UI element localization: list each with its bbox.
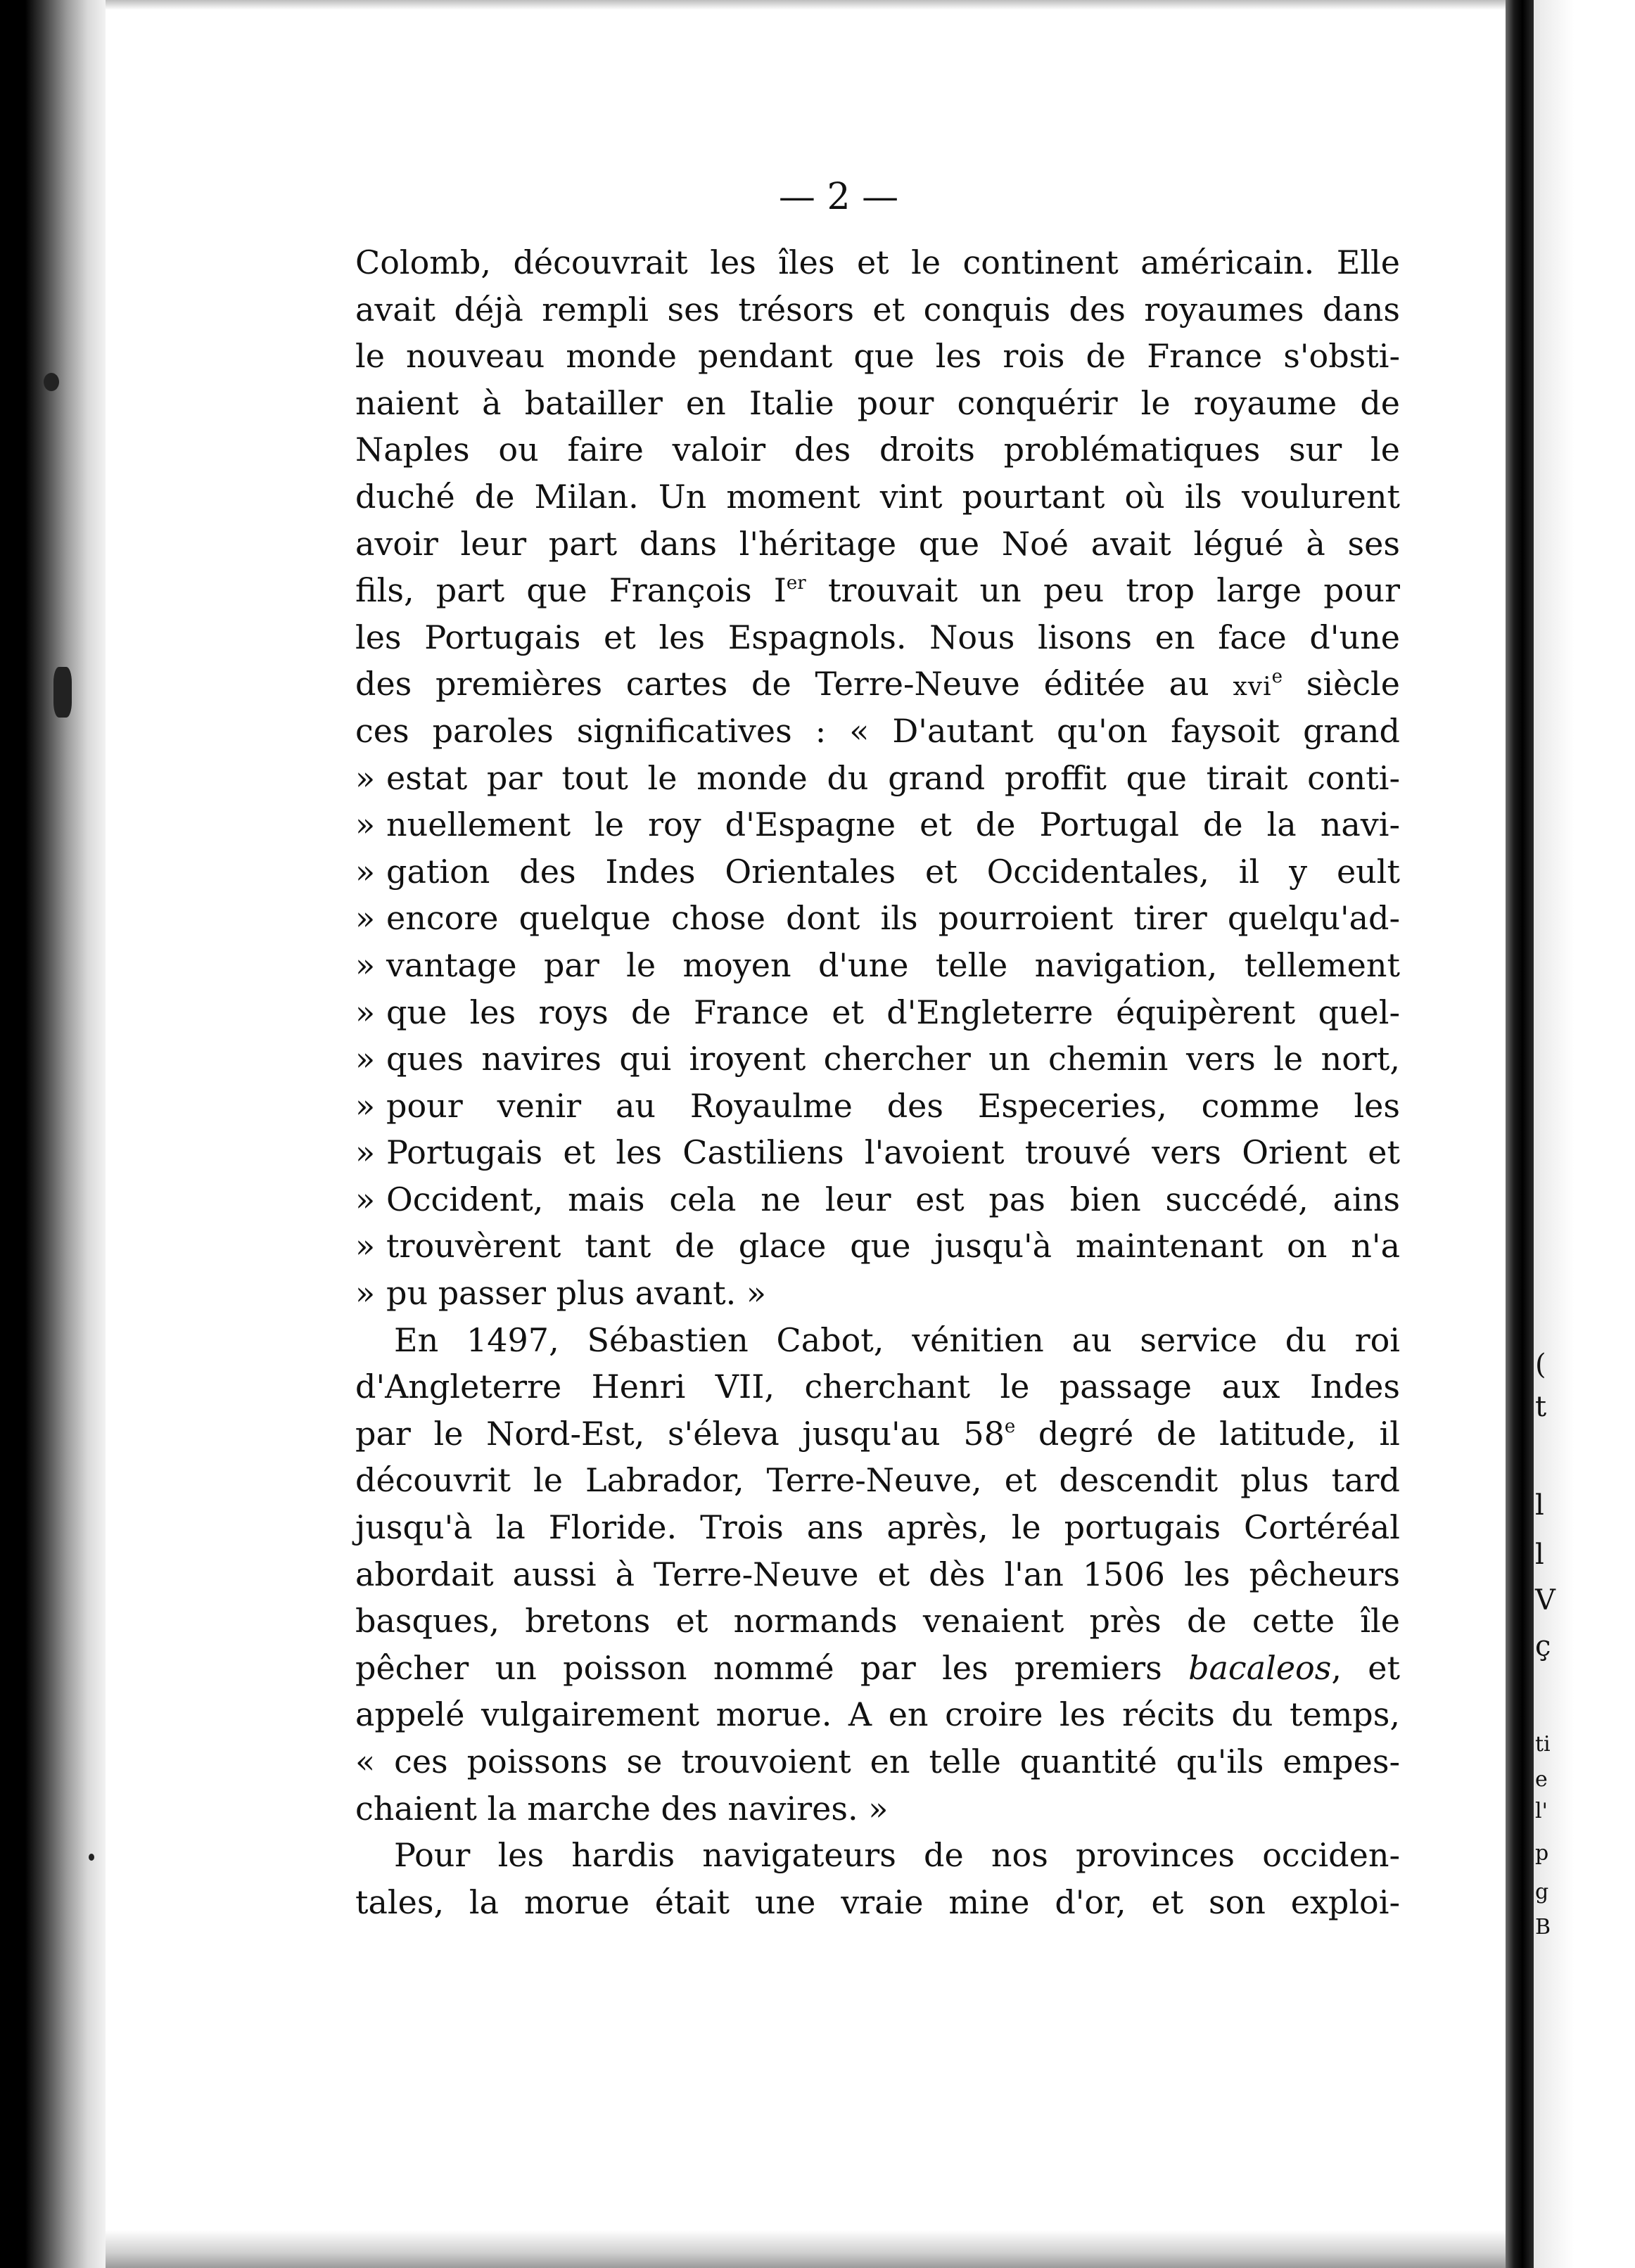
text-segment: pu passer plus avant. » <box>386 1274 766 1313</box>
quoted-line <box>355 1129 1400 1176</box>
text-segment: fils, part que François I <box>355 571 787 610</box>
quoted-line <box>355 1036 1400 1083</box>
quoted-line <box>355 989 1400 1036</box>
text-line: ces paroles significatives : « D'autant qu'on faysoit grand <box>355 711 1400 750</box>
text-segment: siècle <box>1283 665 1400 703</box>
text-line: les Portugais et les Espagnols. Nous lisons en face d'une <box>355 618 1400 656</box>
text-line: tales, la morue était une vraie mine d'or, et son exploi- <box>355 1882 1400 1921</box>
text-line: Colomb, découvrait les îles et le continent américain. Elle <box>355 243 1400 281</box>
text-line: En 1497, Sébastien Cabot, vénitien au service du roi <box>394 1320 1400 1359</box>
text-segment: trouvèrent tant de glace que jusqu'à maintenant on n'a <box>386 1227 1400 1266</box>
text-segment: trouvait un peu trop large pour <box>806 571 1400 610</box>
text-line: chaient la marche des navires. » <box>355 1789 889 1828</box>
next-page-fragment: ( <box>1535 1349 1546 1381</box>
next-page-fragment: t <box>1535 1391 1547 1423</box>
text-line: abordait aussi à Terre-Neuve et dès l'an 1506 les pêcheurs <box>355 1555 1400 1593</box>
quoted-line <box>355 755 1400 802</box>
page-top-shadow <box>106 0 1506 10</box>
text-line <box>355 661 1400 708</box>
scan-speck <box>44 373 59 391</box>
text-line: le nouveau monde pendant que les rois de France s'obsti- <box>355 337 1400 376</box>
text-segment: degré de latitude, il <box>1015 1414 1400 1453</box>
next-page-fragment: p <box>1535 1841 1549 1866</box>
quote-mark: » <box>355 993 376 1031</box>
quoted-line <box>355 801 1400 848</box>
text-segment: pour venir au Royaulme des Especeries, comme les <box>386 1086 1400 1125</box>
text-line: découvrit le Labrador, Terre-Neuve, et descendit plus tard <box>355 1461 1400 1500</box>
scan-left-edge <box>0 0 106 2268</box>
quote-mark: » <box>355 1274 376 1313</box>
page-gutter <box>1506 0 1534 2268</box>
next-page-fragment: e <box>1535 1767 1548 1792</box>
scan-speck <box>89 1854 94 1861</box>
text-line: jusqu'à la Floride. Trois ans après, le portugais Cortéréal <box>355 1508 1400 1547</box>
text-segment: ques navires qui iroyent chercher un chemin vers le nort, <box>386 1040 1400 1078</box>
next-page-fragment: l' <box>1535 1799 1548 1823</box>
next-page-edge <box>1534 0 1635 2268</box>
page-number: — 2 — <box>778 176 899 218</box>
text-segment: pêcher un poisson nommé par les premiers <box>355 1648 1189 1687</box>
superscript: er <box>786 573 806 594</box>
text-segment: gation des Indes Orientales et Occidentales, il y eult <box>386 852 1400 891</box>
scan-speck <box>53 667 72 718</box>
superscript: e <box>1271 666 1283 688</box>
quote-mark: » <box>355 758 376 797</box>
quote-mark: » <box>355 1227 376 1266</box>
quoted-line <box>355 1083 1400 1130</box>
text-segment: nuellement le roy d'Espagne et de Portugal de la navi- <box>386 805 1400 844</box>
quote-mark: » <box>355 852 376 891</box>
quoted-line <box>355 1223 1400 1270</box>
text-line <box>355 1645 1400 1692</box>
quote-mark: » <box>355 1180 376 1218</box>
quote-mark: » <box>355 1040 376 1078</box>
italic-term: bacaleos <box>1188 1648 1332 1687</box>
quote-mark: » <box>355 945 376 984</box>
next-page-fragment: ç <box>1535 1630 1551 1662</box>
text-line: appelé vulgairement morue. A en croire les récits du temps, <box>355 1695 1400 1734</box>
next-page-fragment: l <box>1535 1538 1544 1571</box>
text-segment: Occident, mais cela ne leur est pas bien succédé, ains <box>386 1180 1400 1218</box>
next-page-fragment: B <box>1535 1915 1551 1939</box>
text-line: naient à batailler en Italie pour conquérir le royaume de <box>355 383 1400 422</box>
text-line: « ces poissons se trouvoient en telle quantité qu'ils empes- <box>355 1743 1400 1780</box>
text-line: basques, bretons et normands venaient près de cette île <box>355 1602 1400 1641</box>
next-page-fragment: ti <box>1535 1732 1551 1757</box>
next-page-fragment: g <box>1535 1880 1549 1904</box>
text-line: avoir leur part dans l'héritage que Noé avait légué à ses <box>355 524 1400 563</box>
text-line: duché de Milan. Un moment vint pourtant où ils voulurent <box>355 477 1400 516</box>
text-line <box>355 567 1400 614</box>
quote-mark: » <box>355 805 376 844</box>
body-text <box>355 239 1400 1925</box>
quoted-line <box>355 942 1400 989</box>
quote-mark: » <box>355 899 376 938</box>
page-bottom-shadow <box>106 2230 1506 2268</box>
next-page-fragment: V <box>1535 1584 1556 1617</box>
quote-mark: » <box>355 1086 376 1125</box>
quoted-line <box>355 1176 1400 1223</box>
text-segment: Portugais et les Castiliens l'avoient trouvé vers Orient et <box>386 1133 1400 1172</box>
text-segment: encore quelque chose dont ils pourroient tirer quelqu'ad- <box>386 899 1400 938</box>
text-line: avait déjà rempli ses trésors et conquis des royaumes dans <box>355 290 1400 329</box>
text-segment: par le Nord-Est, s'éleva jusqu'au 58 <box>355 1414 1005 1453</box>
text-segment: , et <box>1331 1648 1400 1687</box>
text-line: Naples ou faire valoir des droits problématiques sur le <box>355 431 1400 469</box>
superscript: e <box>1004 1415 1016 1437</box>
small-caps-century: xvi <box>1233 673 1272 702</box>
text-line: Pour les hardis navigateurs de nos provinces occiden- <box>394 1836 1400 1875</box>
text-segment: que les roys de France et d'Engleterre équipèrent quel- <box>386 993 1400 1031</box>
text-segment: des premières cartes de Terre-Neuve éditée au <box>355 665 1233 703</box>
quoted-line <box>355 895 1400 942</box>
text-segment: vantage par le moyen d'une telle navigation, tellement <box>386 945 1400 984</box>
text-segment: estat par tout le monde du grand proffit que tirait conti- <box>386 758 1400 797</box>
next-page-fragment: l <box>1535 1489 1544 1522</box>
quoted-line <box>355 1270 1400 1317</box>
text-line <box>355 1410 1400 1458</box>
quote-mark: » <box>355 1133 376 1172</box>
text-line: d'Angleterre Henri VII, cherchant le passage aux Indes <box>355 1368 1400 1406</box>
quoted-line <box>355 848 1400 896</box>
